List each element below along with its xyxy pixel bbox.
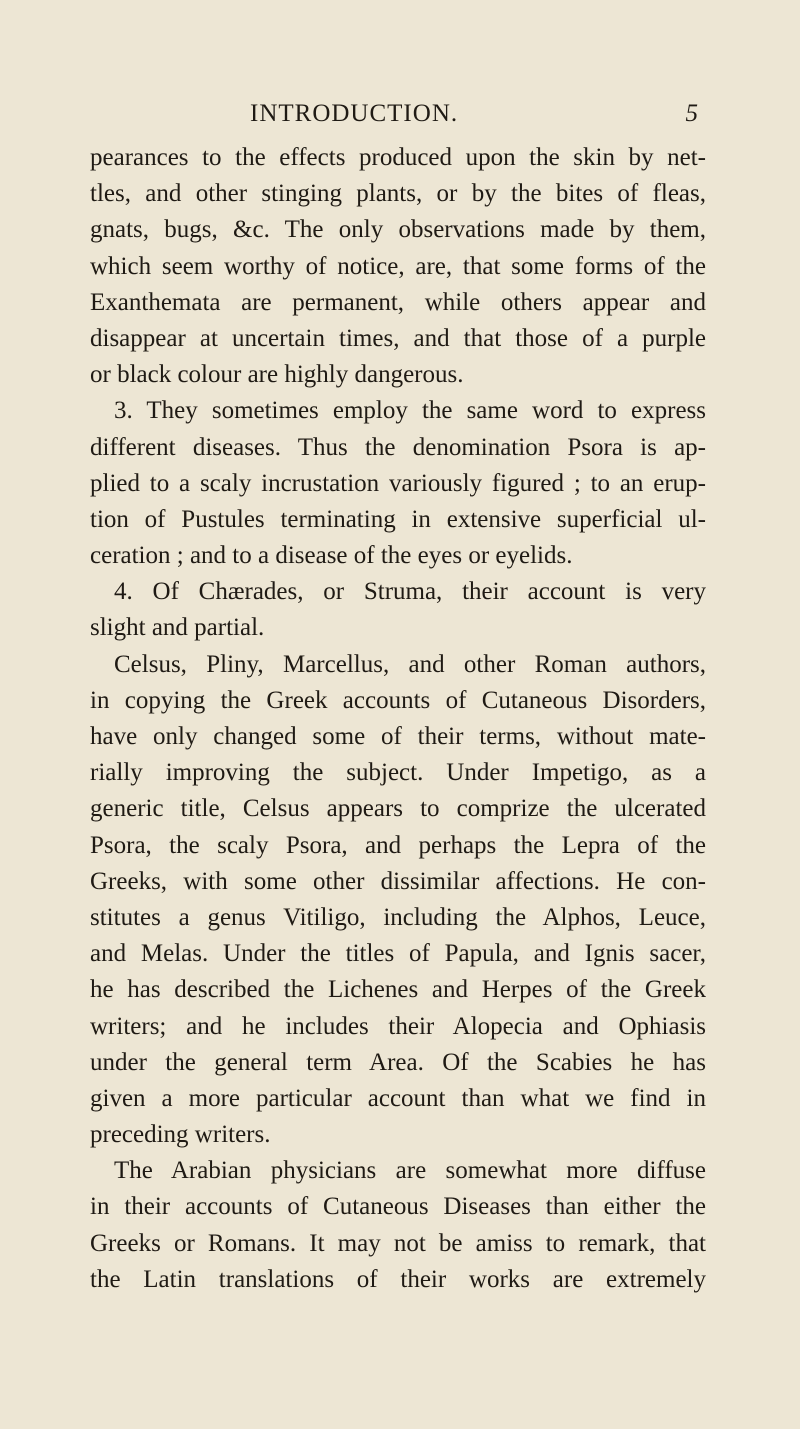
text-line: and Melas. Under the titles of Papula, and Ignis sacer, [90,940,706,968]
page-header [90,100,698,140]
text-line: generic title, Celsus appears to comprize the ulcerated [90,795,706,823]
text-line: have only changed some of their terms, without mate- [90,723,706,750]
text-line: The Arabian physicians are somewhat more diffuse [114,1157,706,1185]
text-line: different diseases. Thus the denomination Psora is ap- [90,433,706,461]
text-line: stitutes a genus Vitiligo, including the Alphos, Leuce, [90,903,706,931]
text-line: disappear at uncertain times, and that those of a purple [90,324,706,352]
text-line: Celsus, Pliny, Marcellus, and other Roman authors, [114,650,706,678]
text-line: the Latin translations of their works are extremely [90,1265,706,1293]
text-line: Psora, the scaly Psora, and perhaps the Lepra of the [90,831,706,859]
running-head: INTRODUCTION. [250,100,459,127]
text-line: given a more particular account than what we find in [90,1084,706,1112]
text-line: 3. They sometimes employ the same word to express [114,397,706,425]
text-line: plied to a scaly incrustation variously figured ; to an erup- [90,469,706,497]
text-line: in copying the Greek accounts of Cutaneous Disorders, [90,686,706,714]
text-line: in their accounts of Cutaneous Diseases than either the [90,1193,706,1221]
text-line: tles, and other stinging plants, or by the bites of fleas, [90,180,706,208]
text-line: he has described the Lichenes and Herpes of the Greek [90,976,706,1004]
text-line: under the general term Area. Of the Scabies he has [90,1048,706,1076]
text-line: preceding writers. [90,1121,271,1149]
text-line: Greeks or Romans. It may not be amiss to remark, that [90,1229,706,1257]
text-line: writers; and he includes their Alopecia and Ophiasis [90,1012,706,1040]
text-line: 4. Of Chærades, or Struma, their account is very [114,578,706,606]
text-line: which seem worthy of notice, are, that some forms of the [90,252,706,280]
text-line: Exanthemata are permanent, while others appear and [90,288,706,316]
body-text [90,140,706,1298]
page-number: 5 [685,100,698,127]
text-line: slight and partial. [90,614,265,642]
text-line: tion of Pustules terminating in extensive superficial ul- [90,505,706,533]
text-line: or black colour are highly dangerous. [90,361,464,389]
text-line: rially improving the subject. Under Impetigo, as a [90,759,706,787]
text-line: Greeks, with some other dissimilar affections. He con- [90,867,706,895]
text-line: ceration ; and to a disease of the eyes or eyelids. [90,542,573,570]
text-line: pearances to the effects produced upon the skin by net- [90,144,706,171]
text-line: gnats, bugs, &c. The only observations made by them, [90,216,706,244]
